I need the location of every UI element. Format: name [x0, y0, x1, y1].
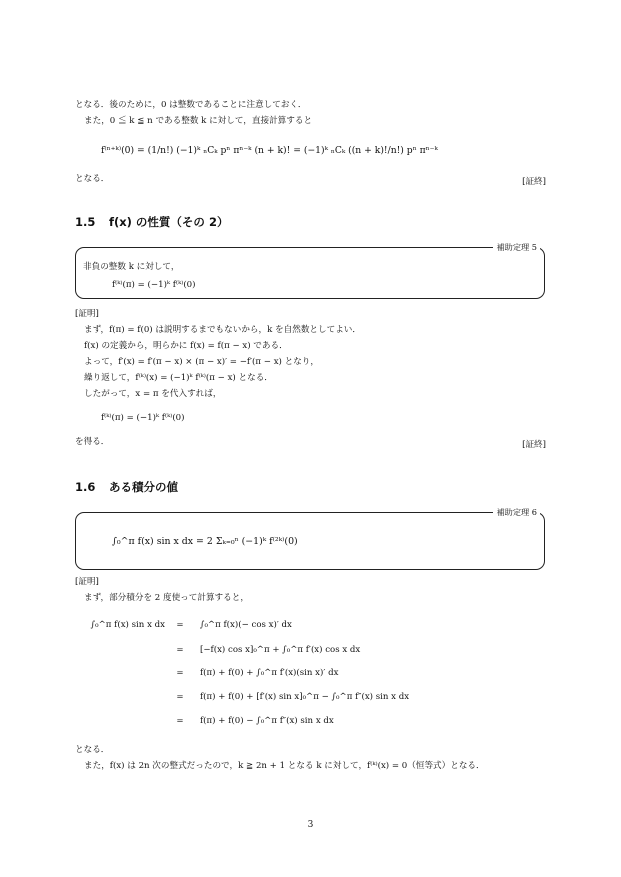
page-number: 3 [307, 820, 314, 830]
equation-rhs: f(π) + f(0) + [f′(x) sin x]₀^π − ∫₀^π f″(x) sin x dx [200, 692, 410, 702]
equation-relation: = [176, 645, 184, 655]
text-line: まず，部分積分を 2 度使って計算すると， [84, 593, 249, 603]
section-heading [75, 214, 228, 230]
text-line: したがって，x = π を代入すれば， [84, 389, 222, 399]
section-title: f(x) の性質（その 2） [109, 215, 229, 229]
lemma-label: 補助定理 5 [493, 242, 540, 253]
lemma-box [75, 242, 545, 299]
equation-relation: = [176, 716, 184, 726]
proof-label: [証明] [75, 577, 99, 587]
text-line: f(x) の定義から，明らかに f(x) = f(π − x) である． [84, 341, 288, 351]
text-line: となる．後のために，0 は整数であることに注意しておく． [75, 100, 307, 110]
text-line: よって，f′(x) = f′(π − x) × (π − x)′ = −f′(π − x) となり， [84, 357, 319, 367]
equation-relation: = [176, 692, 184, 702]
text-line: また，0 ≦ k ≦ n である整数 k に対して，直接計算すると [84, 116, 313, 126]
equation-rhs: f(π) + f(0) − ∫₀^π f″(x) sin x dx [200, 716, 334, 726]
lemma-label: 補助定理 6 [493, 507, 540, 518]
qed-mark: [証終] [522, 177, 546, 187]
lemma-box [75, 507, 545, 570]
text-line: を得る． [75, 437, 110, 447]
text-line: となる． [75, 174, 110, 184]
equation: f⁽ⁿ⁺ᵏ⁾(0) = (1/n!) (−1)ᵏ ₙCₖ pⁿ πⁿ⁻ᵏ (n + k)! = (−1)ᵏ ₙCₖ ((n + k)!/n!) pⁿ πⁿ⁻ᵏ [101, 145, 438, 156]
section-heading [75, 479, 178, 495]
text-line: また，f(x) は 2n 次の整式だったので，k ≧ 2n + 1 となる k に対して，f⁽ᵏ⁾(x) = 0（恒等式）となる． [84, 761, 485, 771]
lemma-equation: ∫₀^π f(x) sin x dx = 2 Σₖ₌₀ⁿ (−1)ᵏ f⁽²ᵏ⁾(0) [112, 536, 298, 547]
equation-relation: = [176, 668, 184, 678]
qed-mark: [証終] [522, 440, 546, 450]
equation-relation: = [176, 620, 184, 630]
text-line: まず，f(π) = f(0) は説明するまでもないから，k を自然数としてよい． [84, 325, 361, 335]
section-number: 1.6 [75, 480, 96, 494]
proof-label: [証明] [75, 309, 99, 319]
text-line: 繰り返して，f⁽ᵏ⁾(x) = (−1)ᵏ f⁽ᵏ⁾(π − x) となる． [84, 373, 273, 383]
section-title: ある積分の値 [109, 480, 178, 494]
equation-rhs: ∫₀^π f(x)(− cos x)′ dx [200, 620, 292, 630]
equation: f⁽ᵏ⁾(π) = (−1)ᵏ f⁽ᵏ⁾(0) [101, 413, 185, 423]
equation-rhs: [−f(x) cos x]₀^π + ∫₀^π f′(x) cos x dx [200, 645, 361, 655]
text-line: となる． [75, 745, 110, 755]
lemma-text: 非負の整数 k に対して， [83, 262, 180, 272]
section-number: 1.5 [75, 215, 96, 229]
lemma-equation: f⁽ᵏ⁾(π) = (−1)ᵏ f⁽ᵏ⁾(0) [112, 280, 196, 290]
equation-rhs: f(π) + f(0) + ∫₀^π f′(x)(sin x)′ dx [200, 668, 339, 678]
equation-lhs: ∫₀^π f(x) sin x dx [90, 620, 165, 630]
